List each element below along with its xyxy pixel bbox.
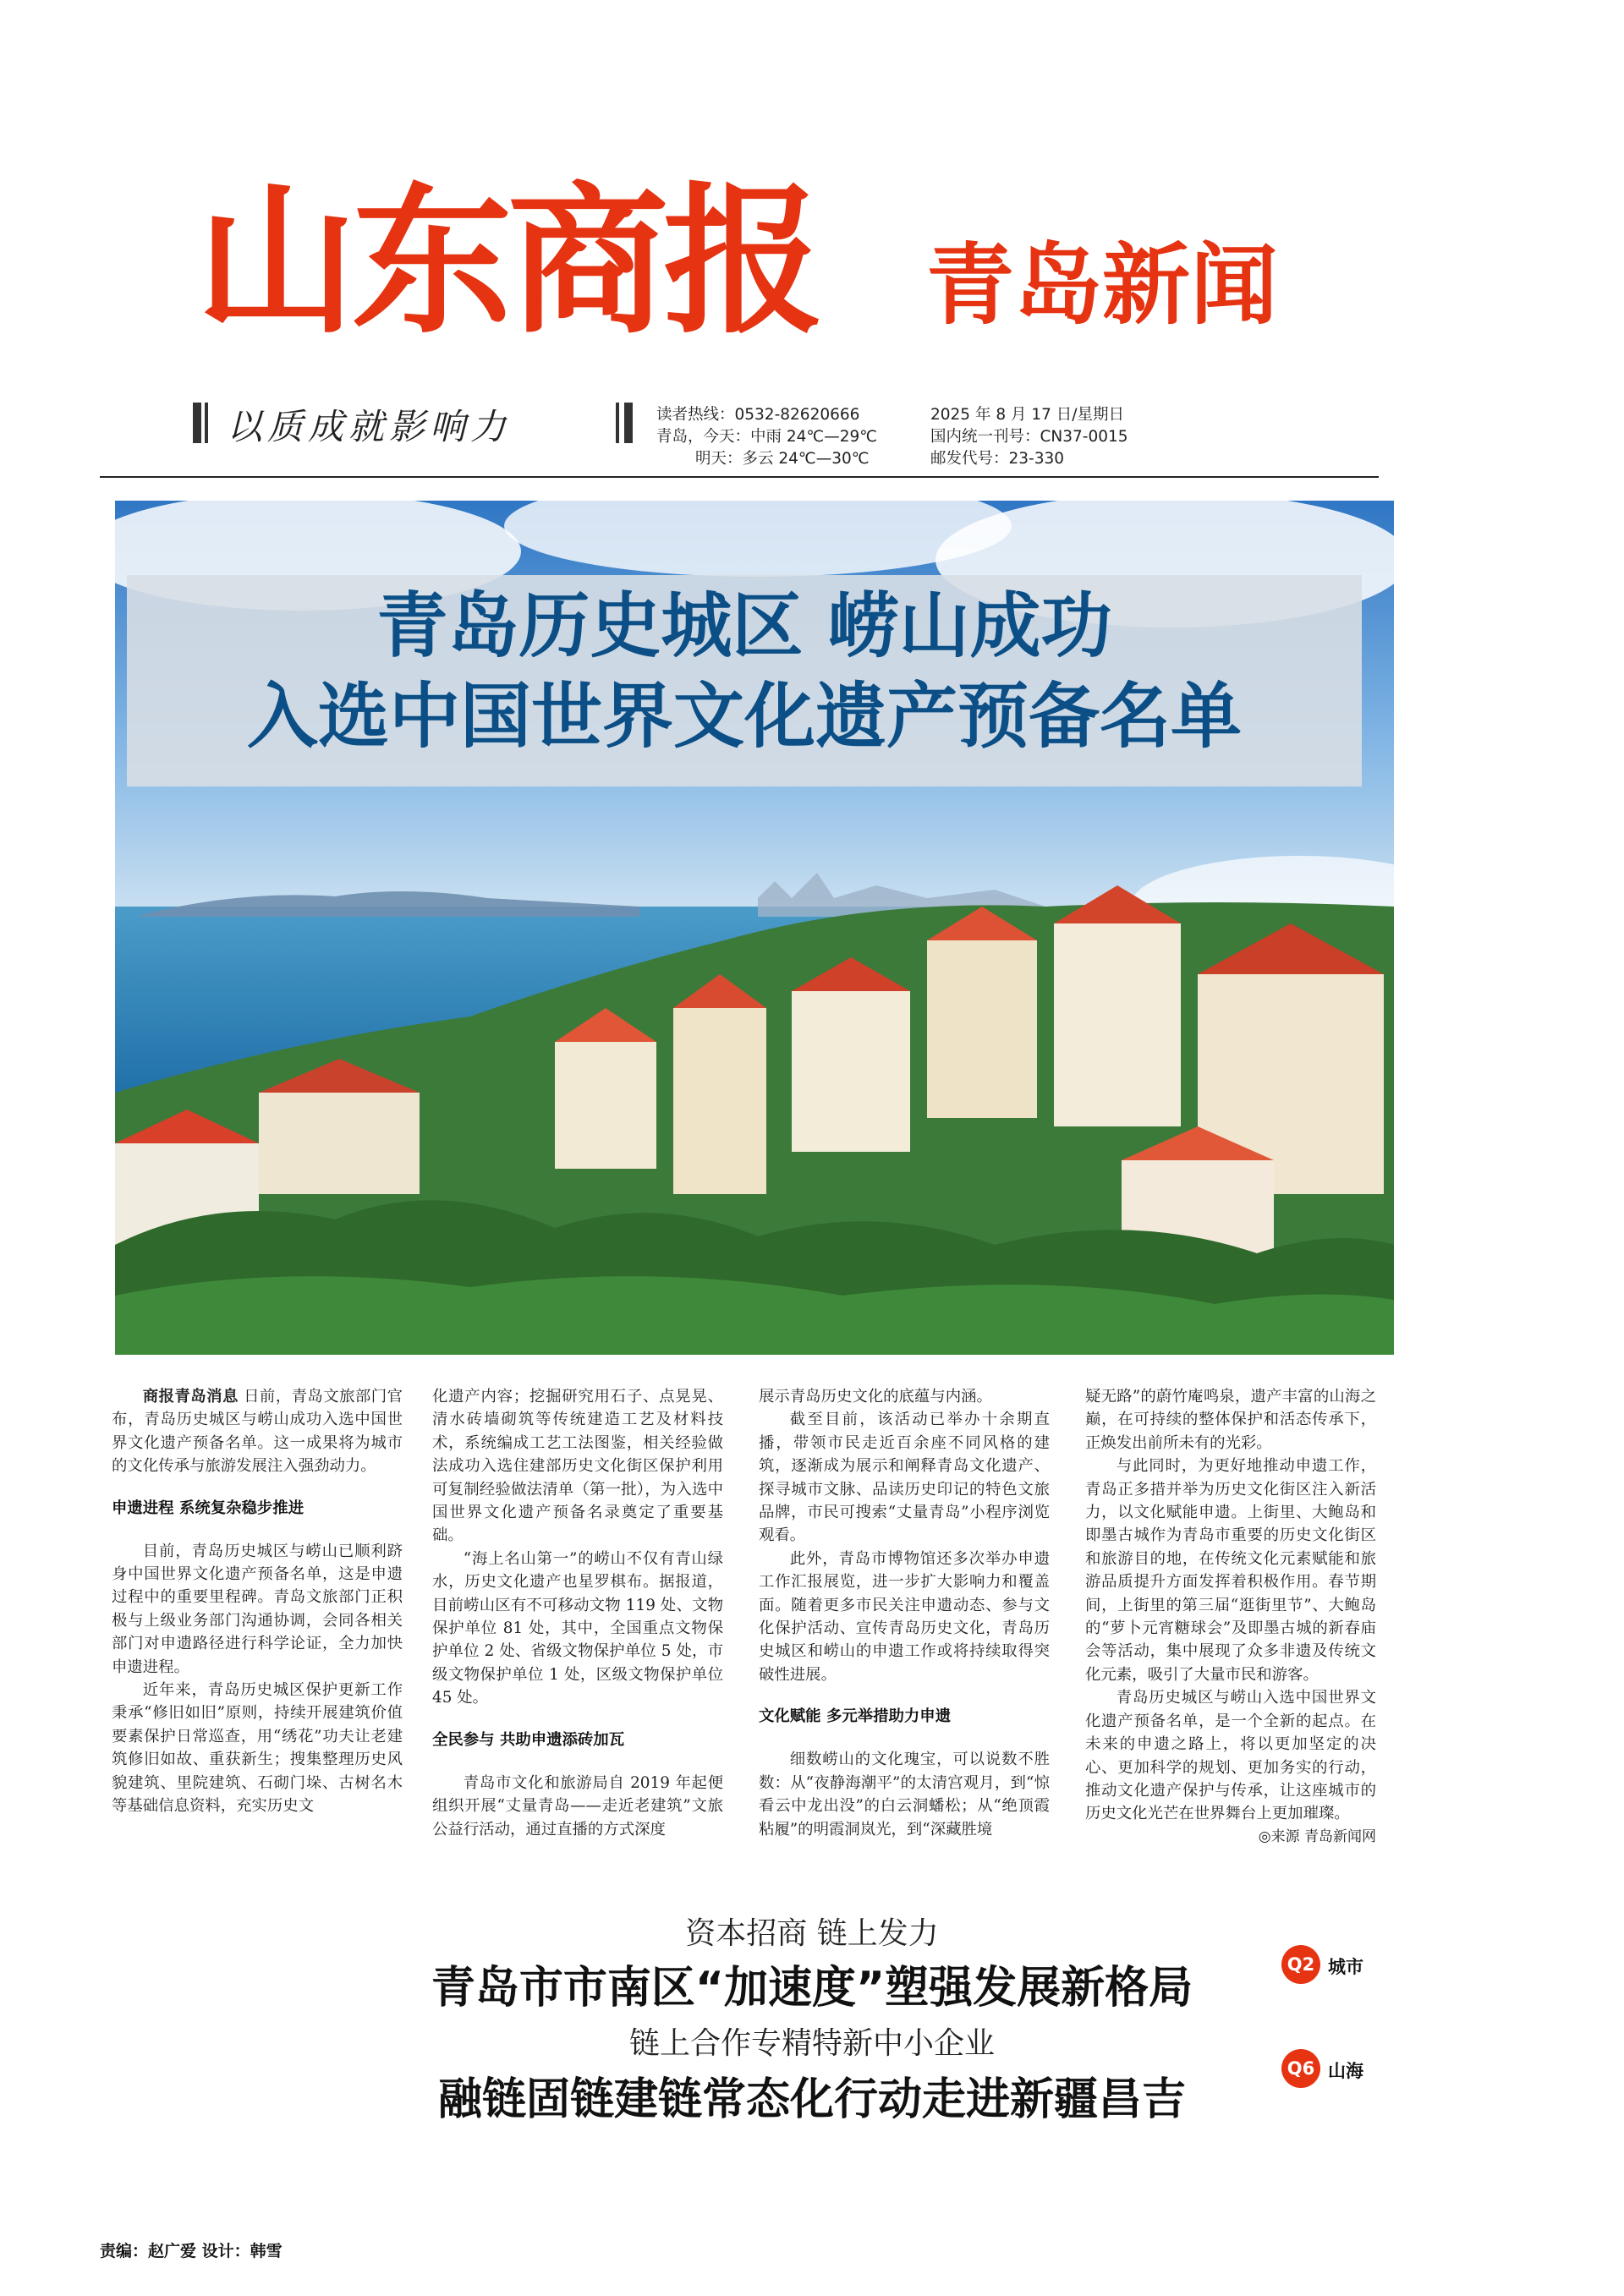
paragraph: 与此同时，为更好地推动申遗工作，青岛正多措并举为历史文化街区注入新活力，以文化赋能申遗。上街里、大鲍岛和即墨古城作为青岛市重要的历史文化街区和旅游目的地，在传统文化元素赋能和旅游品质提升方面发挥着积极作用。春节期间，上街里的第三届“逛街里节”、大鲍岛的“萝卜元宵糖球会”及即墨古城的新春庙会等活动，集中展现了众多非遗及传统文化元素，吸引了大量市民和游客。 <box>1085 1457 1376 1684</box>
article-intro <box>112 1385 403 1478</box>
article-column-2 <box>432 1385 723 1841</box>
paragraph: 细数崂山的文化瑰宝，可以说数不胜数：从“夜静海潮平”的太清宫观月，到“惊看云中龙出没”的白云洞蟠松；从“绝顶霞粘履”的明霞洞岚光，到“深藏胜境 <box>759 1751 1050 1838</box>
headline-box <box>127 575 1362 786</box>
editor-credits: 责编：赵广爱 设计：韩雪 <box>100 2242 283 2260</box>
promo-2-headline[interactable]: 融链固链建链常态化行动走进新疆昌吉 <box>437 2074 1186 2125</box>
headline-line-1: 青岛历史城区 崂山成功 <box>376 584 1112 667</box>
masthead-divider <box>100 476 1379 478</box>
reader-hotline: 读者热线：0532-82620666 <box>656 406 860 424</box>
paragraph: 此外，青岛市博物馆还多次举办申遗工作汇报展览，进一步扩大影响力和覆盖面。随着更多市民关注申遗动态、参与文化保护活动、宣传青岛历史文化，青岛历史城区和崂山的申遗工作或将持续取得突破性进展。 <box>759 1549 1050 1684</box>
slogan-bracket-right <box>624 403 633 443</box>
promo-2-kicker[interactable]: 链上合作专精特新中小企业 <box>628 2026 995 2061</box>
intro-text: 日前，青岛文旅部门官布，青岛历史城区与崂山成功入选中国世界文化遗产预备名单。这一成果将为城市的文化传承与旅游发展注入强劲动力。 <box>112 1388 403 1476</box>
paragraph: 近年来，青岛历史城区保护更新工作秉承“修旧如旧”原则，持续开展建筑价值要素保护日常巡查，用“绣花”功夫让老建筑修旧如故、重获新生；搜集整理历史风貌建筑、里院建筑、石砌门垛、古树名木等基础信息资料，充实历史文 <box>112 1681 403 1816</box>
issue-date: 2025 年 8 月 17 日/星期日 <box>930 406 1125 424</box>
paragraph: “海上名山第一”的崂山不仅有青山绿水，历史文化遗产也星罗棋布。据报道，目前崂山区有不可移动文物 119 处、文物保护单位 81 处，其中，全国重点文物保护单位 2 处、省级文物保护单位 5 处，市级文物保护单位 1 处，区级文物保护单位 45 处。 <box>432 1549 723 1707</box>
section-title: 青岛新闻 <box>926 233 1279 337</box>
page-badge-q6[interactable]: Q6 <box>1281 2049 1320 2088</box>
page-badge-q2[interactable]: Q2 <box>1281 1945 1320 1984</box>
slogan: 以质成就影响力 <box>227 406 512 447</box>
subheading-2: 全民参与 共助申遗添砖加瓦 <box>432 1730 625 1749</box>
newspaper-title: 山东商报 <box>196 168 820 355</box>
slogan-bracket-right-thin <box>616 403 619 443</box>
subheading-3: 文化赋能 多元举措助力申遗 <box>759 1707 952 1726</box>
article-column-3 <box>759 1385 1050 1841</box>
issn: 国内统一刊号：CN37-0015 <box>930 428 1128 446</box>
source-credit: ◎来源 青岛新闻网 <box>1258 1827 1376 1845</box>
weather-today: 青岛，今天：中雨 24℃—29℃ <box>656 428 878 446</box>
promo-1-kicker[interactable]: 资本招商 链上发力 <box>685 1916 939 1951</box>
article-column-4 <box>1085 1385 1376 1849</box>
paragraph: 青岛历史城区与崂山入选中国世界文化遗产预备名单，是一个全新的起点。在未来的申遗之路上，将以更加坚定的决心、更加科学的规划、更加务实的行动，推动文化遗产保护与传承，让这座城市的历史文化光芒在世界舞台上更加璀璨。 <box>1085 1689 1376 1823</box>
slogan-bracket-left <box>193 403 201 443</box>
weather-tomorrow: 明天：多云 24℃—30℃ <box>695 450 870 468</box>
section-label-city: 城市 <box>1328 1957 1363 1977</box>
masthead-info-left <box>656 404 877 470</box>
paragraph: 青岛市文化和旅游局自 2019 年起便组织开展“丈量青岛——走近老建筑”文旅公益行活动，通过直播的方式深度 <box>432 1773 723 1838</box>
headline-line-2: 入选中国世界文化遗产预备名单 <box>246 675 1242 758</box>
dateline: 商报青岛消息 <box>142 1388 239 1406</box>
postal-code: 邮发代号：23-330 <box>930 450 1065 468</box>
masthead-info-right <box>930 404 1128 470</box>
article-column-1 <box>112 1385 403 1818</box>
paragraph: 目前，青岛历史城区与崂山已顺利跻身中国世界文化遗产预备名单，这是申遗过程中的重要里程碑。青岛文旅部门正积极与上级业务部门沟通协调，会同各相关部门对申遗路径进行科学论证，全力加快申遗进程。 <box>112 1542 403 1676</box>
slogan-block <box>193 397 641 457</box>
paragraph: 化遗产内容；挖掘研究用石子、点晃晃、清水砖墙砌筑等传统建造工艺及材料技术，系统编成工艺工法图鉴，相关经验做法成功入选住建部历史文化街区保护利用可复制经验做法清单（第一批），为入选中国世界文化遗产预备名录奠定了重要基础。 <box>432 1388 723 1545</box>
section-label-shanhai: 山海 <box>1328 2061 1363 2081</box>
paragraph: 展示青岛历史文化的底蕴与内涵。 <box>759 1388 992 1406</box>
slogan-bracket-left-thin <box>205 403 208 443</box>
subheading-1: 申遗进程 系统复杂稳步推进 <box>112 1499 304 1517</box>
paragraph: 截至目前，该活动已举办十余期直播，带领市民走近百余座不同风格的建筑，逐渐成为展示和阐释青岛文化遗产、探寻城市文脉、品读历史印记的特色文旅品牌，市民可搜索“丈量青岛”小程序浏览观看。 <box>759 1411 1050 1545</box>
paragraph: 疑无路”的蔚竹庵鸣泉，遗产丰富的山海之巅，在可持续的整体保护和活态传承下，正焕发出前所未有的光彩。 <box>1085 1388 1376 1452</box>
promo-1-headline[interactable]: 青岛市市南区“加速度”塑强发展新格局 <box>431 1963 1193 2014</box>
